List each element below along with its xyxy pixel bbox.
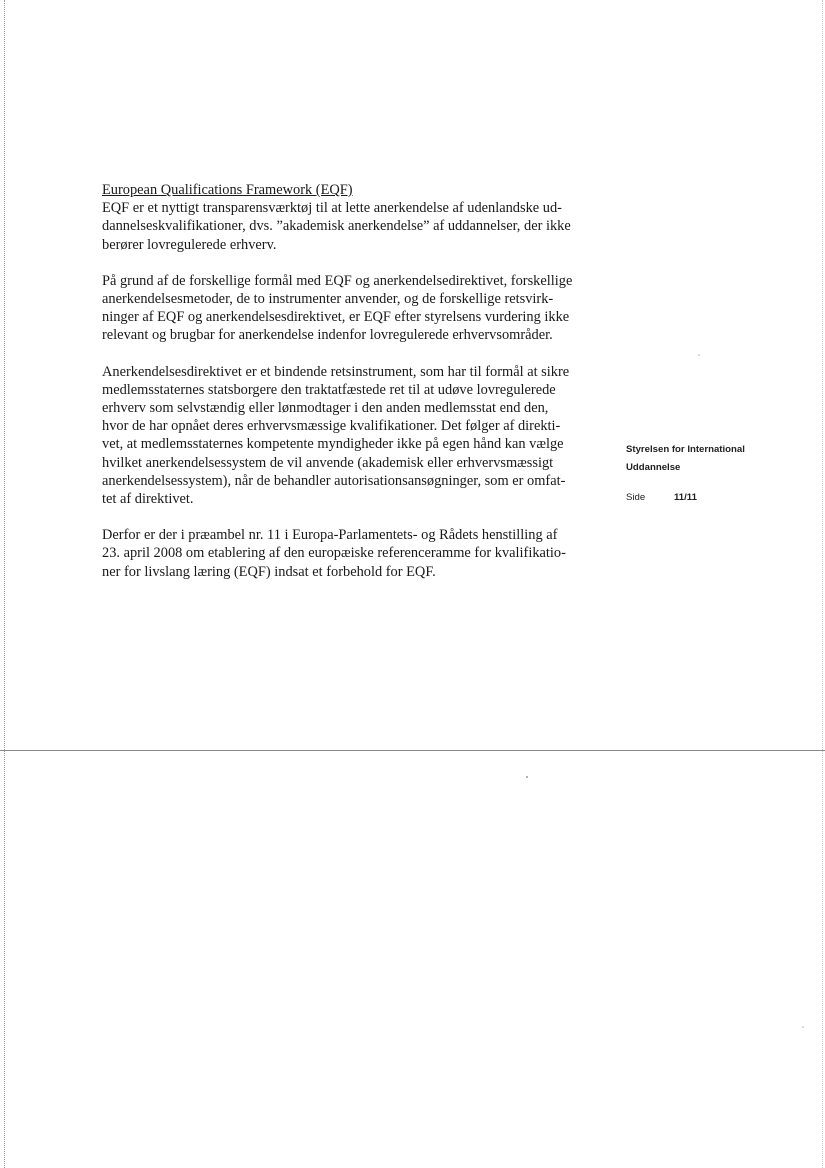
- scan-edge-right: [822, 0, 823, 1168]
- page-label: Side: [626, 492, 646, 503]
- paragraph-line: berører lovregulerede erhverv.: [102, 236, 277, 253]
- section-heading: European Qualifications Framework (EQF): [102, 182, 353, 198]
- paragraph-line: relevant og brugbar for anerkendelse indenfor lovregulerede erhvervsområder.: [102, 327, 553, 344]
- paragraph-4: [102, 526, 602, 581]
- paragraph-line: Derfor er der i præambel nr. 11 i Europa-Parlamentets- og Rådets henstilling af: [102, 527, 558, 544]
- page-number: 11/11: [674, 492, 697, 503]
- paragraph-line: EQF er et nyttigt transparensværktøj til at lette anerkendelse af udenlandske ud-: [102, 200, 562, 217]
- paragraph-line: medlemsstaternes statsborgere den traktatfæstede ret til at udøve lovregulerede: [102, 381, 556, 398]
- paragraph-line: anerkendelsessystem), når de behandler autorisationsansøgninger, som er omfat-: [102, 472, 566, 489]
- body-text: [102, 181, 602, 599]
- paragraph-line: erhverv som selvstændig eller lønmodtager i den anden medlemsstat end den,: [102, 400, 549, 417]
- paragraph-line: tet af direktivet.: [102, 491, 194, 508]
- paragraph-2: [102, 272, 602, 345]
- sender-org-line-1: Styrelsen for International: [626, 444, 745, 455]
- page-reference: [626, 492, 697, 503]
- scan-speck: [802, 1026, 804, 1028]
- paragraph-line: Anerkendelsesdirektivet er et bindende retsinstrument, som har til formål at sikre: [102, 363, 570, 380]
- fold-line: [0, 750, 825, 751]
- paragraph-line: ner for livslang læring (EQF) indsat et forbehold for EQF.: [102, 563, 436, 580]
- scan-edge-left: [4, 0, 5, 1168]
- paragraph-line: hvor de har opnået deres erhvervsmæssige kvalifikationer. Det følger af direkti-: [102, 418, 561, 435]
- scan-speck: [526, 776, 528, 778]
- scan-speck: [698, 354, 700, 356]
- paragraph-line: vet, at medlemsstaternes kompetente myndigheder ikke på egen hånd kan vælge: [102, 436, 564, 453]
- paragraph-line: ninger af EQF og anerkendelsesdirektivet, er EQF efter styrelsens vurdering ikke: [102, 309, 570, 326]
- paragraph-1: [102, 199, 602, 254]
- paragraph-3: [102, 363, 602, 509]
- paragraph-line: På grund af de forskellige formål med EQF og anerkendelsedirektivet, forskellige: [102, 272, 573, 289]
- paragraph-line: anerkendelsesmetoder, de to instrumenter anvender, og de forskellige retsvirk-: [102, 291, 554, 308]
- paragraph-line: dannelseskvalifikationer, dvs. ”akademisk anerkendelse” af uddannelser, der ikke: [102, 218, 571, 235]
- paragraph-line: hvilket anerkendelsessystem de vil anvende (akademisk eller erhvervsmæssigt: [102, 454, 554, 471]
- sender-org-line-2: Uddannelse: [626, 462, 681, 473]
- paragraph-line: 23. april 2008 om etablering af den europæiske referenceramme for kvalifikatio-: [102, 545, 566, 562]
- sender-block: [626, 441, 816, 477]
